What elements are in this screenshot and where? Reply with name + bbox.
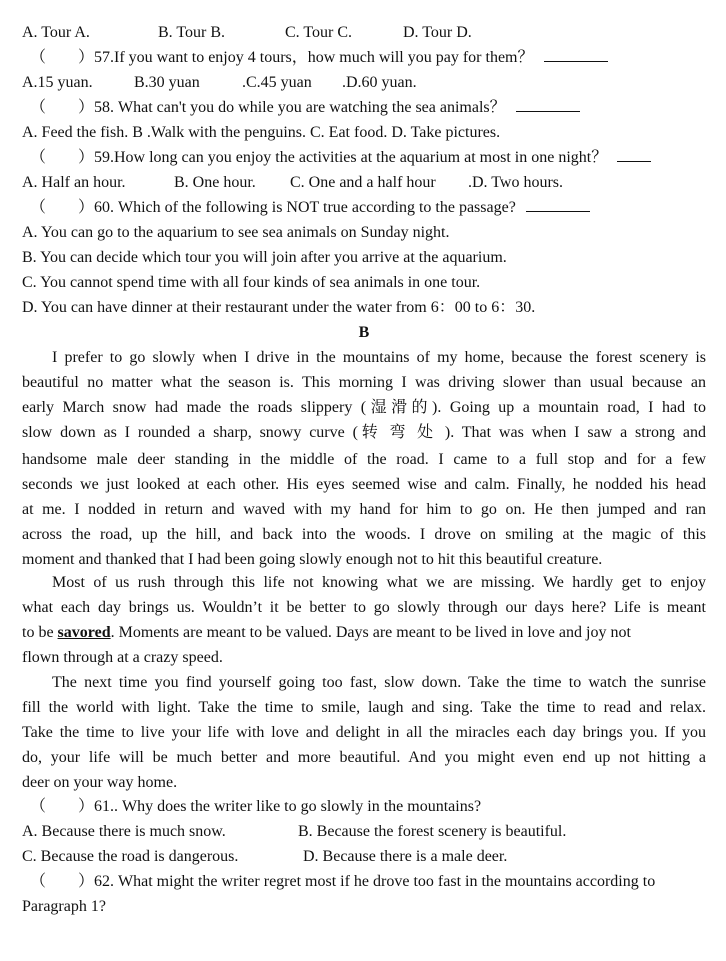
passage-line: slow down as I rounded a sharp, snowy curve (转 弯 处 ). That was when I saw a strong and [22, 424, 706, 441]
option-56-c: C. Tour C. [285, 24, 353, 41]
option-61-b: B. Because the forest scenery is beautiful. [298, 823, 567, 840]
question-62-cont: Paragraph 1? [22, 898, 106, 915]
option-59-d: .D. Two hours. [468, 174, 564, 191]
passage-text: . Moments are meant to be valued. Days are meant to be lived in love and joy not [110, 624, 631, 641]
option-56-d: D. Tour D. [403, 24, 472, 41]
options-61-row2 [22, 844, 706, 869]
passage-line: Take the time to live your life with love and delight in all the miracles each day brings you. If you [22, 724, 706, 741]
answer-blank-60[interactable] [526, 195, 590, 212]
option-60-b: B. You can decide which tour you will join after you arrive at the aquarium. [22, 249, 507, 266]
passage-line: handsome male deer standing in the middle of the road. I came to a full stop and for a few [22, 451, 706, 468]
passage-text: to be [22, 624, 58, 641]
option-59-b: B. One hour. [174, 174, 256, 191]
passage-line: at me. I nodded in return and waved with my hand for him to go on. He then jumped and ran [22, 501, 706, 518]
passage-line: flown through at a crazy speed. [22, 649, 223, 666]
question-60-text: （ ）60. Which of the following is NOT true according to the passage? [30, 199, 516, 216]
option-57-d: .D.60 yuan. [342, 74, 417, 91]
answer-blank-59[interactable] [617, 145, 651, 162]
passage-line: moment and thanked that I had been going slowly enough not to hit this beautiful creature. [22, 551, 603, 568]
options-58: A. Feed the fish. B .Walk with the penguins. C. Eat food. D. Take pictures. [22, 124, 501, 141]
option-59-a: A. Half an hour. [22, 174, 126, 191]
option-56-a: A. Tour A. [22, 24, 90, 41]
question-58-text: （ ）58. What can't you do while you are watching the sea animals？ [30, 99, 506, 116]
option-61-d: D. Because there is a male deer. [303, 848, 508, 865]
option-60-c: C. You cannot spend time with all four kinds of sea animals in one tour. [22, 274, 481, 291]
passage-line: The next time you find yourself going too fast, slow down. Take the time to watch the sunrise [52, 674, 706, 691]
passage-line: what each day brings us. Wouldn’t it be better to go slowly through our days here? Life is meant [22, 599, 706, 616]
options-56 [22, 20, 706, 45]
question-57-text: （ ）57.If you want to enjoy 4 tours，how much will you pay for them？ [30, 49, 534, 66]
option-60-a: A. You can go to the aquarium to see sea animals on Sunday night. [22, 224, 450, 241]
option-61-c: C. Because the road is dangerous. [22, 848, 239, 865]
option-57-b: B.30 yuan [134, 74, 200, 91]
option-60-d: D. You can have dinner at their restaurant under the water from 6：00 to 6：30. [22, 299, 536, 316]
question-61: （ ）61.. Why does the writer like to go slowly in the mountains? [30, 798, 482, 815]
option-56-b: B. Tour B. [158, 24, 226, 41]
options-61-row1 [22, 819, 706, 844]
passage-line: do, your life will be much better and more beautiful. And you might even end up not hitting a [22, 749, 706, 766]
answer-blank-57[interactable] [544, 45, 608, 62]
underlined-word: savored [57, 624, 111, 641]
options-57 [22, 70, 706, 95]
passage-line: deer on your way home. [22, 774, 178, 791]
passage-line: beautiful no matter what the season is. This morning I was driving slower than usual because an [22, 374, 706, 391]
answer-blank-58[interactable] [516, 95, 580, 112]
passage-line: Most of us rush through this life not knowing what we are missing. We hardly get to enjoy [52, 574, 706, 591]
question-59-text: （ ）59.How long can you enjoy the activities at the aquarium at most in one night？ [30, 149, 608, 166]
section-b-title: B [358, 324, 370, 341]
passage-line: seconds we just looked at each other. His eyes seemed wise and calm. Finally, he nodded his head [22, 476, 706, 493]
options-59 [22, 170, 706, 195]
passage-line [22, 620, 706, 645]
passage-line: fill the world with light. Take the time to smile, laugh and sing. Take the time to read and relax. [22, 699, 706, 716]
option-59-c: C. One and a half hour [290, 174, 436, 191]
passage-line: across the road, up the hill, and back into the woods. I drove on smiling at the magic of this [22, 526, 706, 543]
passage-line: I prefer to go slowly when I drive in the mountains of my home, because the forest scenery is [52, 349, 706, 366]
question-62: （ ）62. What might the writer regret most if he drove too fast in the mountains according to [30, 873, 656, 890]
option-57-c: .C.45 yuan [242, 74, 312, 91]
option-61-a: A. Because there is much snow. [22, 823, 226, 840]
question-58 [22, 95, 706, 120]
passage-line: early March snow had made the roads slippery (湿滑的). Going up a mountain road, I had to [22, 399, 706, 416]
option-57-a: A.15 yuan. [22, 74, 93, 91]
question-60 [22, 195, 706, 220]
question-57 [22, 45, 706, 70]
question-59 [22, 145, 706, 170]
